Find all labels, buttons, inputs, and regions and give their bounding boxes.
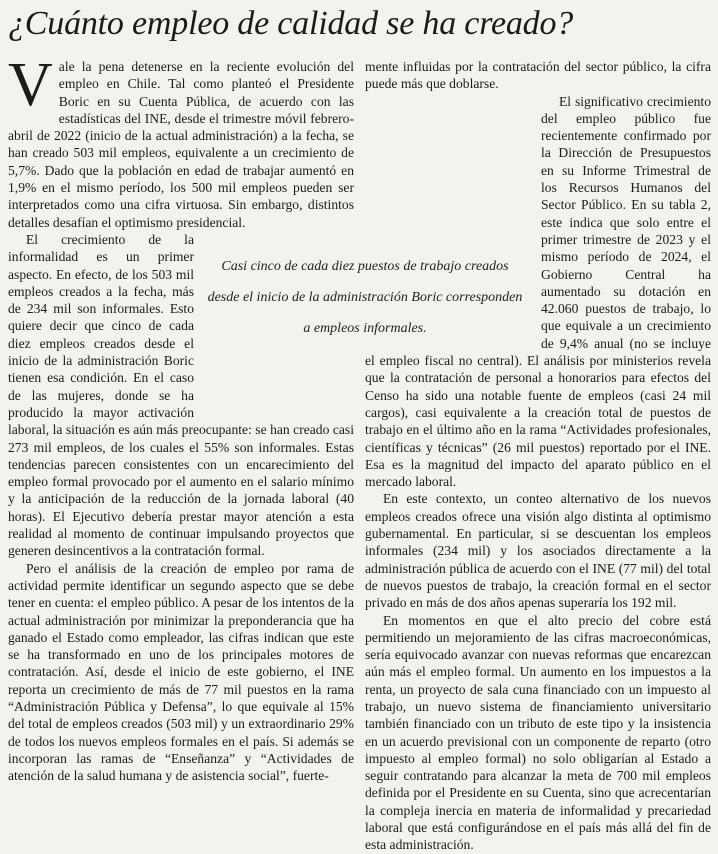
left-paragraph-1: ale la pena detenerse en la reciente evolución del empleo en Chile. Tal como planteó el Presidente Boric en su Cuenta Pública, de acuerdo con las estadísticas del INE, desde el trimestre móvil febrero-abril de 2022 (inicio de la actual administración) a la fecha, se han creado 503 mil empleos, equivalente a un crecimiento de 5,7%. Dado que la población en edad de trabajar aumentó en 1,9% en el mismo período, los 500 mil empleos pueden ser interpretados como una cifra virtuosa. Sin embargo, distintos detalles desafían el optimismo presidencial. (8, 59, 354, 230)
left-column (8, 51, 354, 784)
right-column (365, 58, 711, 854)
drop-cap: V (8, 51, 53, 119)
right-paragraph-2: El significativo crecimiento del empleo público fue recientemente confirmado por la Dirección de Presupuestos en su Informe Trimestral de los Recursos Humanos del Sector Público. En su tabla 2, este indica que solo entre el primer trimestre de 2023 y el mismo período de 2024, el Gobierno Central ha aumentado su dotación en 42.060 puestos de trabajo, lo que equivale a un crecimiento de 9,4% anual (no se incluye el empleo fiscal no central). El análisis por ministerios revela que la contratación de personal a honorarios para efectos del Censo ha sido una notable fuente de empleos (casi 24 mil cargos), casi equivalente a la creación total de puestos de trabajo en el último año en la rama “Actividades profesionales, científicas y técnicas” (26 mil puestos) reportado por el INE. Esa es la magnitud del impacto del aparato público en el mercado laboral. (365, 93, 711, 490)
right-paragraph-4: En momentos en que el alto precio del cobre está permitiendo un mejoramiento de las cifras macroeconómicas, sería equivocado avanzar con nuevas reformas que encarezcan aún más el empleo formal. Un aumento en los impuestos a la renta, un proyecto de sala cuna financiado con un impuesto al trabajo, un nuevo sistema de financiamiento universitario también financiado con un tributo de este tipo y la insistencia en un acuerdo previsional con un componente de reparto (otro impuesto al empleo formal) no solo obligarían al Estado a seguir contratando para alcanzar la meta de 700 mil empleos definida por el Presidente en su Cuenta, sino que acrecentarían la compleja inercia en materia de informalidad y precariedad laboral que está configurándose en el país más allá del fin de esta administración. (365, 612, 711, 853)
left-paragraph-2: El crecimiento de la informalidad es un primer aspecto. En efecto, de los 503 mil empleos creados a la fecha, más de 234 mil son informales. Esto quiere decir que cinco de cada diez empleos creados desde el inicio de la administración Boric tienen esa condición. En el caso de las mujeres, donde se ha producido la mayor activación laboral, la situación es aún más preocupante: se han creado casi 273 mil empleos, de los cuales el 55% son informales. Estas tendencias parecen consistentes con un encarecimiento del empleo formal provocado por el aumento en el salario mínimo y la anticipación de la reducción de la jornada laboral (40 horas). El Ejecutivo debería prestar mayor atención a esta realidad al momento de continuar impulsando proyectos que generen desincentivos a la contratación formal. (8, 231, 354, 559)
pull-quote-text: Casi cinco de cada diez puestos de trabajo creados desde el inicio de la administración Boric corresponden a empleos informales. (207, 258, 523, 336)
pull-quote (206, 246, 524, 348)
right-paragraph-1: mente influidas por la contratación del sector público, la cifra puede más que doblarse. (365, 59, 711, 92)
left-paragraph-3: Pero el análisis de la creación de empleo por rama de actividad permite identificar un segundo aspecto que se debe tener en cuenta: el empleo público. A pesar de los intentos de la actual administración por minimizar la preponderancia que ha ganado el Estado como empleador, las cifras indican que este se ha transformado en uno de los principales motores de contratación. Así, desde el inicio de este gobierno, el INE reporta un crecimiento de más de 77 mil puestos en la rama “Administración Pública y Defensa”, lo que equivale al 15% del total de empleos creados (503 mil) y un extraordinario 29% de todos los nuevos empleos formales en el país. Si además se incorporan las ramas de “Enseñanza” y “Actividades de atención de la salud humana y de asistencia social”, fuerte- (8, 560, 354, 784)
right-paragraph-3: En este contexto, un conteo alternativo de los nuevos empleos creados ofrece una visión algo distinta al optimismo gubernamental. En particular, si se descuentan los empleos informales (234 mil) y los asociados directamente a la administración pública de acuerdo con el INE (77 mil) del total de nuevos puestos de trabajo, la creación formal en el sector privado en más de dos años apenas superaría los 192 mil. (365, 491, 711, 611)
article-title: ¿Cuánto empleo de calidad se ha creado? (8, 5, 574, 42)
